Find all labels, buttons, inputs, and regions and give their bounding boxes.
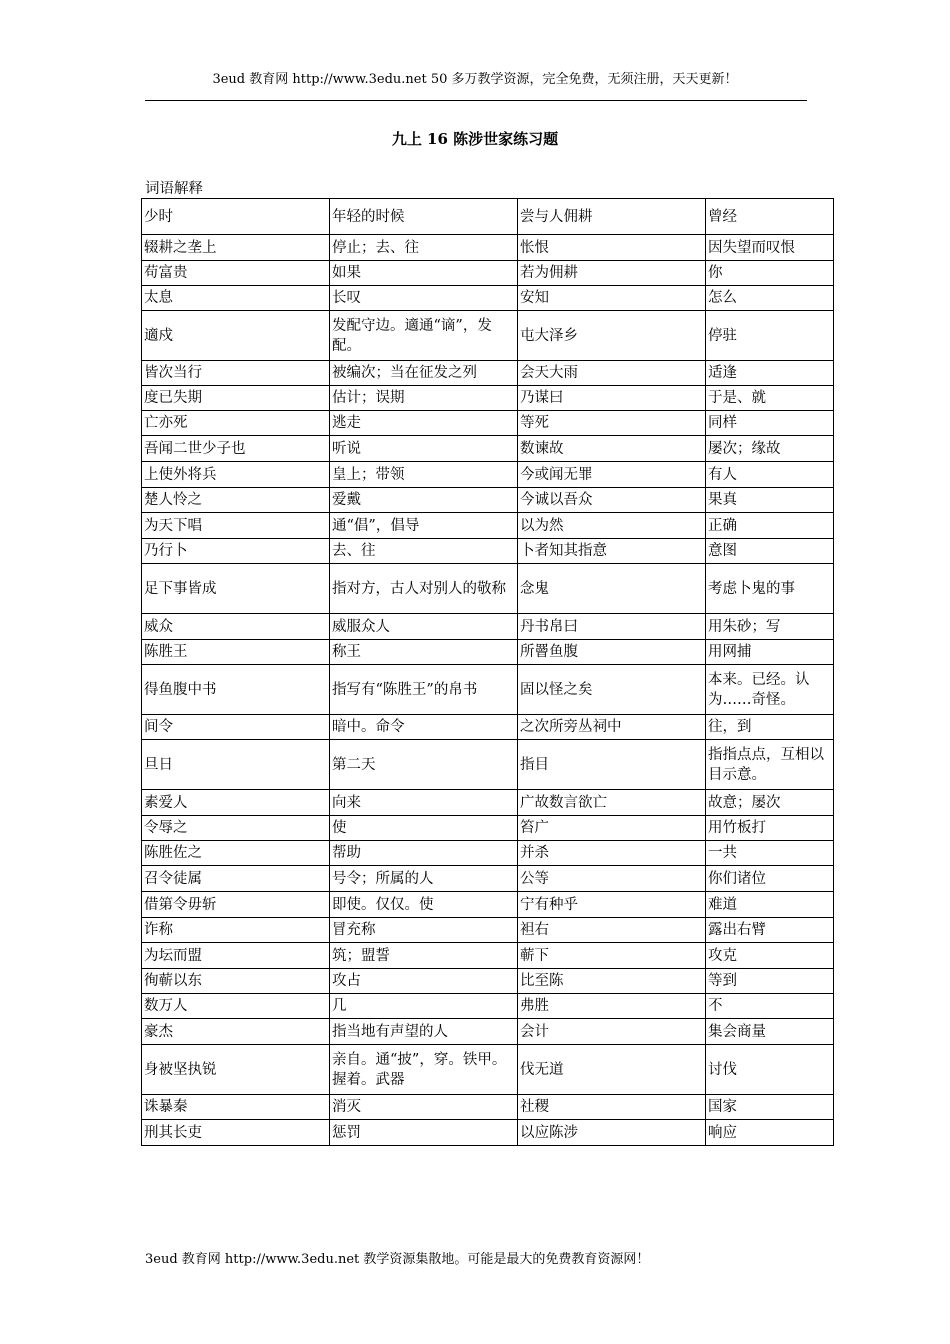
table-row	[142, 665, 834, 715]
right-meaning-cell: 用竹板打	[706, 816, 834, 841]
table-row	[142, 235, 834, 261]
right-term-cell: 公等	[518, 866, 706, 892]
right-term-cell: 比至陈	[518, 969, 706, 994]
left-meaning-cell: 号令；所属的人	[330, 866, 518, 892]
left-term-cell: 太息	[142, 286, 330, 311]
right-term-cell: 今或闻无罪	[518, 462, 706, 488]
right-term-cell: 若为佣耕	[518, 261, 706, 286]
right-meaning-cell: 讨伐	[706, 1045, 834, 1095]
right-meaning-cell: 攻克	[706, 943, 834, 969]
left-term-cell: 令辱之	[142, 816, 330, 841]
left-meaning-cell: 威服众人	[330, 614, 518, 640]
table-row	[142, 564, 834, 614]
left-meaning-cell: 即使。仅仅。使	[330, 892, 518, 918]
left-term-cell: 上使外将兵	[142, 462, 330, 488]
table-row	[142, 892, 834, 918]
left-term-cell: 间令	[142, 715, 330, 740]
table-row	[142, 640, 834, 665]
right-meaning-cell: 等到	[706, 969, 834, 994]
right-term-cell: 怅恨	[518, 235, 706, 261]
left-term-cell: 吾闻二世少子也	[142, 436, 330, 462]
header-rule	[145, 100, 807, 101]
table-row	[142, 918, 834, 943]
table-row	[142, 715, 834, 740]
left-term-cell: 亡亦死	[142, 411, 330, 436]
left-meaning-cell: 惩罚	[330, 1120, 518, 1146]
right-meaning-cell: 意图	[706, 539, 834, 564]
right-meaning-cell: 不	[706, 994, 834, 1019]
left-meaning-cell: 指写有“陈胜王”的帛书	[330, 665, 518, 715]
right-term-cell: 卜者知其指意	[518, 539, 706, 564]
left-meaning-cell: 发配守边。適通“谪”，发配。	[330, 311, 518, 361]
right-meaning-cell: 往，到	[706, 715, 834, 740]
left-meaning-cell: 攻占	[330, 969, 518, 994]
right-meaning-cell: 本来。已经。认为……奇怪。	[706, 665, 834, 715]
right-term-cell: 念鬼	[518, 564, 706, 614]
right-term-cell: 以为然	[518, 513, 706, 539]
left-term-cell: 楚人怜之	[142, 488, 330, 513]
right-term-cell: 所罾鱼腹	[518, 640, 706, 665]
right-term-cell: 并杀	[518, 841, 706, 866]
left-meaning-cell: 几	[330, 994, 518, 1019]
page-footer: 3eud 教育网 http://www.3edu.net 教学资源集散地。可能是最大的免费教育资源网！	[145, 1252, 650, 1267]
section-label: 词语解释	[145, 181, 203, 197]
table-row	[142, 361, 834, 386]
left-meaning-cell: 指对方，古人对别人的敬称	[330, 564, 518, 614]
left-term-cell: 旦日	[142, 740, 330, 790]
table-row	[142, 261, 834, 286]
right-term-cell: 宁有种乎	[518, 892, 706, 918]
left-term-cell: 得鱼腹中书	[142, 665, 330, 715]
right-meaning-cell: 适逢	[706, 361, 834, 386]
left-term-cell: 刑其长吏	[142, 1120, 330, 1146]
page-title: 九上 16 陈涉世家练习题	[391, 130, 559, 148]
left-meaning-cell: 指当地有声望的人	[330, 1019, 518, 1045]
right-term-cell: 广故数言欲亡	[518, 790, 706, 816]
right-term-cell: 等死	[518, 411, 706, 436]
right-meaning-cell: 一共	[706, 841, 834, 866]
left-term-cell: 徇蕲以东	[142, 969, 330, 994]
table-row	[142, 539, 834, 564]
table-row	[142, 436, 834, 462]
table-row	[142, 969, 834, 994]
left-meaning-cell: 爱戴	[330, 488, 518, 513]
right-term-cell: 会天大雨	[518, 361, 706, 386]
right-meaning-cell: 曾经	[706, 199, 834, 235]
left-meaning-cell: 第二天	[330, 740, 518, 790]
left-meaning-cell: 皇上；带领	[330, 462, 518, 488]
left-term-cell: 適戍	[142, 311, 330, 361]
right-meaning-cell: 因失望而叹恨	[706, 235, 834, 261]
right-meaning-cell: 正确	[706, 513, 834, 539]
right-meaning-cell: 于是、就	[706, 386, 834, 411]
table-row	[142, 311, 834, 361]
right-term-cell: 今诚以吾众	[518, 488, 706, 513]
left-meaning-cell: 去、往	[330, 539, 518, 564]
left-term-cell: 足下事皆成	[142, 564, 330, 614]
left-meaning-cell: 帮助	[330, 841, 518, 866]
right-term-cell: 指目	[518, 740, 706, 790]
table-row	[142, 462, 834, 488]
left-term-cell: 威众	[142, 614, 330, 640]
right-meaning-cell: 用网捕	[706, 640, 834, 665]
left-meaning-cell: 筑；盟誓	[330, 943, 518, 969]
right-meaning-cell: 你们诸位	[706, 866, 834, 892]
right-term-cell: 以应陈涉	[518, 1120, 706, 1146]
right-term-cell: 社稷	[518, 1095, 706, 1120]
right-meaning-cell: 果真	[706, 488, 834, 513]
right-meaning-cell: 响应	[706, 1120, 834, 1146]
right-term-cell: 伐无道	[518, 1045, 706, 1095]
left-meaning-cell: 估计；误期	[330, 386, 518, 411]
left-meaning-cell: 亲自。通“披”，穿。铁甲。握着。武器	[330, 1045, 518, 1095]
table-row	[142, 994, 834, 1019]
right-meaning-cell: 考虑卜鬼的事	[706, 564, 834, 614]
right-meaning-cell: 故意；屡次	[706, 790, 834, 816]
right-term-cell: 袒右	[518, 918, 706, 943]
table-row	[142, 386, 834, 411]
left-term-cell: 苟富贵	[142, 261, 330, 286]
table-row	[142, 1095, 834, 1120]
table-row	[142, 841, 834, 866]
right-meaning-cell: 指指点点，互相以目示意。	[706, 740, 834, 790]
right-meaning-cell: 有人	[706, 462, 834, 488]
left-term-cell: 豪杰	[142, 1019, 330, 1045]
table-row	[142, 1120, 834, 1146]
right-term-cell: 弗胜	[518, 994, 706, 1019]
right-term-cell: 之次所旁丛祠中	[518, 715, 706, 740]
table-row	[142, 488, 834, 513]
right-meaning-cell: 你	[706, 261, 834, 286]
left-meaning-cell: 向来	[330, 790, 518, 816]
table-row	[142, 513, 834, 539]
right-term-cell: 乃谋曰	[518, 386, 706, 411]
left-term-cell: 少时	[142, 199, 330, 235]
table-row	[142, 740, 834, 790]
right-term-cell: 屯大泽乡	[518, 311, 706, 361]
right-meaning-cell: 国家	[706, 1095, 834, 1120]
left-meaning-cell: 称王	[330, 640, 518, 665]
left-meaning-cell: 冒充称	[330, 918, 518, 943]
left-term-cell: 为坛而盟	[142, 943, 330, 969]
table-row	[142, 943, 834, 969]
left-term-cell: 度已失期	[142, 386, 330, 411]
vocabulary-table	[141, 198, 834, 1146]
page-header: 3eud 教育网 http://www.3edu.net 50 多万教学资源，完全免费，无须注册，天天更新！	[212, 72, 738, 87]
left-term-cell: 数万人	[142, 994, 330, 1019]
left-meaning-cell: 停止；去、往	[330, 235, 518, 261]
right-meaning-cell: 集会商量	[706, 1019, 834, 1045]
table-row	[142, 816, 834, 841]
left-meaning-cell: 暗中。命令	[330, 715, 518, 740]
left-meaning-cell: 消灭	[330, 1095, 518, 1120]
right-meaning-cell: 用朱砂；写	[706, 614, 834, 640]
left-term-cell: 诛暴秦	[142, 1095, 330, 1120]
left-term-cell: 乃行卜	[142, 539, 330, 564]
table-row	[142, 286, 834, 311]
left-term-cell: 诈称	[142, 918, 330, 943]
right-term-cell: 笞广	[518, 816, 706, 841]
left-meaning-cell: 使	[330, 816, 518, 841]
table-row	[142, 199, 834, 235]
right-term-cell: 安知	[518, 286, 706, 311]
left-term-cell: 身被坚执锐	[142, 1045, 330, 1095]
right-term-cell: 固以怪之矣	[518, 665, 706, 715]
left-meaning-cell: 年轻的时候	[330, 199, 518, 235]
table-row	[142, 1045, 834, 1095]
table-row	[142, 866, 834, 892]
right-meaning-cell: 怎么	[706, 286, 834, 311]
left-term-cell: 陈胜王	[142, 640, 330, 665]
table-row	[142, 790, 834, 816]
left-meaning-cell: 被编次；当在征发之列	[330, 361, 518, 386]
left-term-cell: 辍耕之垄上	[142, 235, 330, 261]
left-meaning-cell: 长叹	[330, 286, 518, 311]
left-term-cell: 为天下唱	[142, 513, 330, 539]
right-term-cell: 会计	[518, 1019, 706, 1045]
right-meaning-cell: 屡次；缘故	[706, 436, 834, 462]
left-term-cell: 陈胜佐之	[142, 841, 330, 866]
right-meaning-cell: 难道	[706, 892, 834, 918]
left-meaning-cell: 如果	[330, 261, 518, 286]
table-row	[142, 614, 834, 640]
left-meaning-cell: 听说	[330, 436, 518, 462]
right-meaning-cell: 停驻	[706, 311, 834, 361]
right-meaning-cell: 同样	[706, 411, 834, 436]
left-meaning-cell: 逃走	[330, 411, 518, 436]
left-term-cell: 召令徒属	[142, 866, 330, 892]
table-row	[142, 1019, 834, 1045]
right-term-cell: 丹书帛曰	[518, 614, 706, 640]
left-meaning-cell: 通“倡”，倡导	[330, 513, 518, 539]
left-term-cell: 素爱人	[142, 790, 330, 816]
right-term-cell: 尝与人佣耕	[518, 199, 706, 235]
right-term-cell: 数谏故	[518, 436, 706, 462]
left-term-cell: 皆次当行	[142, 361, 330, 386]
left-term-cell: 借第令毋斩	[142, 892, 330, 918]
table-row	[142, 411, 834, 436]
right-term-cell: 蕲下	[518, 943, 706, 969]
right-meaning-cell: 露出右臂	[706, 918, 834, 943]
